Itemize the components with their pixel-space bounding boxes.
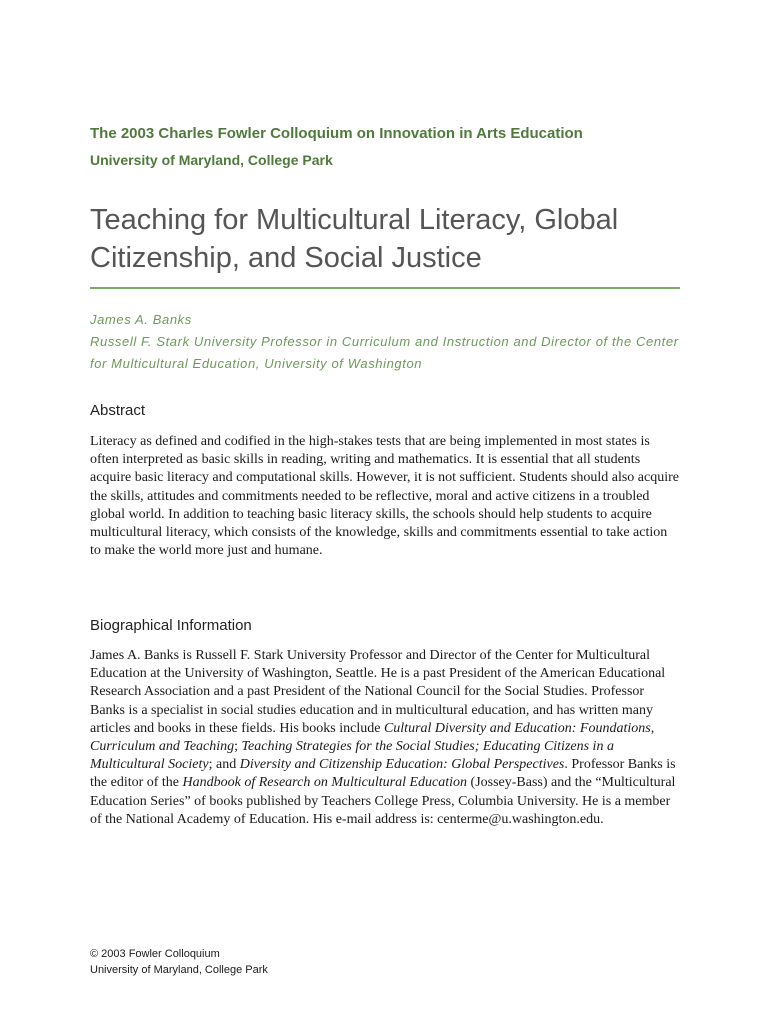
bio-segment: (Jossey-Bass) and the “Multicultural Education Series” of books published by Teachers College Press, Columbia University. He is a member of the National Academy of Education. His e-mail address is: centerme@u.washington.edu. bbox=[90, 775, 676, 827]
bio-segment: James A. Banks is Russell F. Stark University Professor and Director of the Center for Multicultural Education at the University of Washington, Seattle. He is a past President of the American Educational Research Association and a past President of the National Council for the Social Studies. Professor Banks is a specialist in social studies education and in multicultural education, and has written many articles and books in these fields. His books include bbox=[90, 648, 666, 736]
bio-separator: ; and bbox=[208, 757, 240, 773]
conference-location: University of Maryland, College Park bbox=[90, 152, 333, 168]
book-title: Handbook of Research on Multicultural Education bbox=[182, 775, 468, 791]
author-name: James A. Banks bbox=[90, 312, 192, 327]
author-affiliation: Russell F. Stark University Professor in Curriculum and Instruction and Director of the Center for Multicultural Education, University of Washington bbox=[90, 334, 679, 371]
document-title: Teaching for Multicultural Literacy, Global Citizenship, and Social Justice bbox=[90, 204, 619, 274]
abstract-text: Literacy as defined and codified in the high-stakes tests that are being implemented in most states is often interpreted as basic skills in reading, writing and mathematics. It is essential that all students acquire basic literacy and computational skills. However, it is not sufficient. Students should also acquire the skills, attitudes and commitments needed to be reflective, moral and active citizens in a troubled global world. In addition to teaching basic literacy skills, the schools should help students to acquire multicultural literacy, which consists of the knowledge, skills and commitments essential to take action to make the world more just and humane. bbox=[90, 434, 679, 559]
book-title: Diversity and Citizenship Education: Global Perspectives bbox=[239, 757, 565, 773]
title-divider bbox=[90, 287, 680, 289]
conference-title: The 2003 Charles Fowler Colloquium on Innovation in Arts Education bbox=[90, 125, 583, 142]
bio-segment: . Professor Banks is the editor of the bbox=[90, 757, 676, 791]
bio-separator: ; bbox=[234, 739, 242, 755]
book-title: Teaching Strategies for the Social Studies; Educating Citizens in a Multicultural Society bbox=[90, 739, 614, 773]
footer-copyright: © 2003 Fowler Colloquium bbox=[90, 948, 220, 960]
bio-heading: Biographical Information bbox=[90, 617, 252, 634]
bio-text bbox=[90, 647, 680, 829]
book-title: Cultural Diversity and Education: Foundations, Curriculum and Teaching bbox=[90, 720, 655, 755]
page-footer bbox=[90, 946, 268, 978]
footer-location: University of Maryland, College Park bbox=[90, 964, 268, 976]
abstract-heading: Abstract bbox=[90, 402, 146, 419]
